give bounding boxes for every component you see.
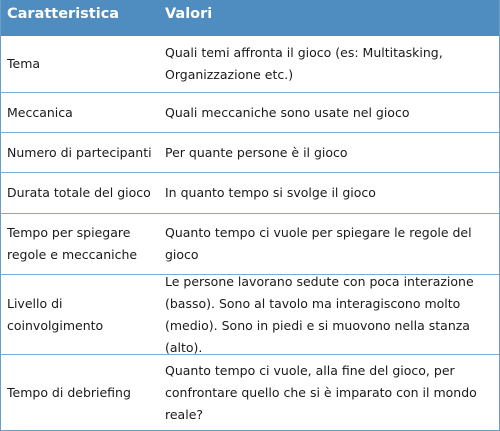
table-row [1, 172, 499, 213]
table-row [1, 354, 499, 430]
row-label: Tempo per spiegare regole e meccaniche [7, 225, 138, 262]
table-row [1, 92, 499, 132]
row-value: Quali meccaniche sono usate nel gioco [165, 104, 410, 120]
row-value: Quali temi affronta il gioco (es: Multitasking, Organizzazione etc.) [165, 45, 443, 82]
table-row [1, 132, 499, 172]
row-value: In quanto tempo si svolge il gioco [165, 185, 376, 200]
row-value: Quanto tempo ci vuole, alla fine del gioco, per confrontare quello che si è imparato con il mondo reale? [165, 362, 477, 422]
table-header [1, 0, 499, 36]
row-value: Per quante persone è il gioco [165, 144, 348, 160]
row-label: Livello di coinvolgimento [7, 295, 104, 333]
row-value: Le persone lavorano sedute con poca interazione (basso). Sono al tavolo ma interagiscono molto (medio). Sono in piedi e si muovono nella stanza (alto). [165, 273, 474, 355]
row-label: Meccanica [7, 104, 73, 120]
row-value: Quanto tempo ci vuole per spiegare le regole del gioco [165, 225, 472, 262]
header-valori: Valori [165, 6, 213, 22]
table-row [1, 213, 499, 274]
table-row [1, 274, 499, 354]
row-label: Durata totale del gioco [7, 185, 151, 200]
row-label: Numero di partecipanti [7, 144, 152, 160]
row-label: Tempo di debriefing [7, 384, 131, 400]
table-row [1, 36, 499, 92]
row-label: Tema [7, 56, 41, 71]
header-caratteristica: Caratteristica [7, 6, 120, 22]
